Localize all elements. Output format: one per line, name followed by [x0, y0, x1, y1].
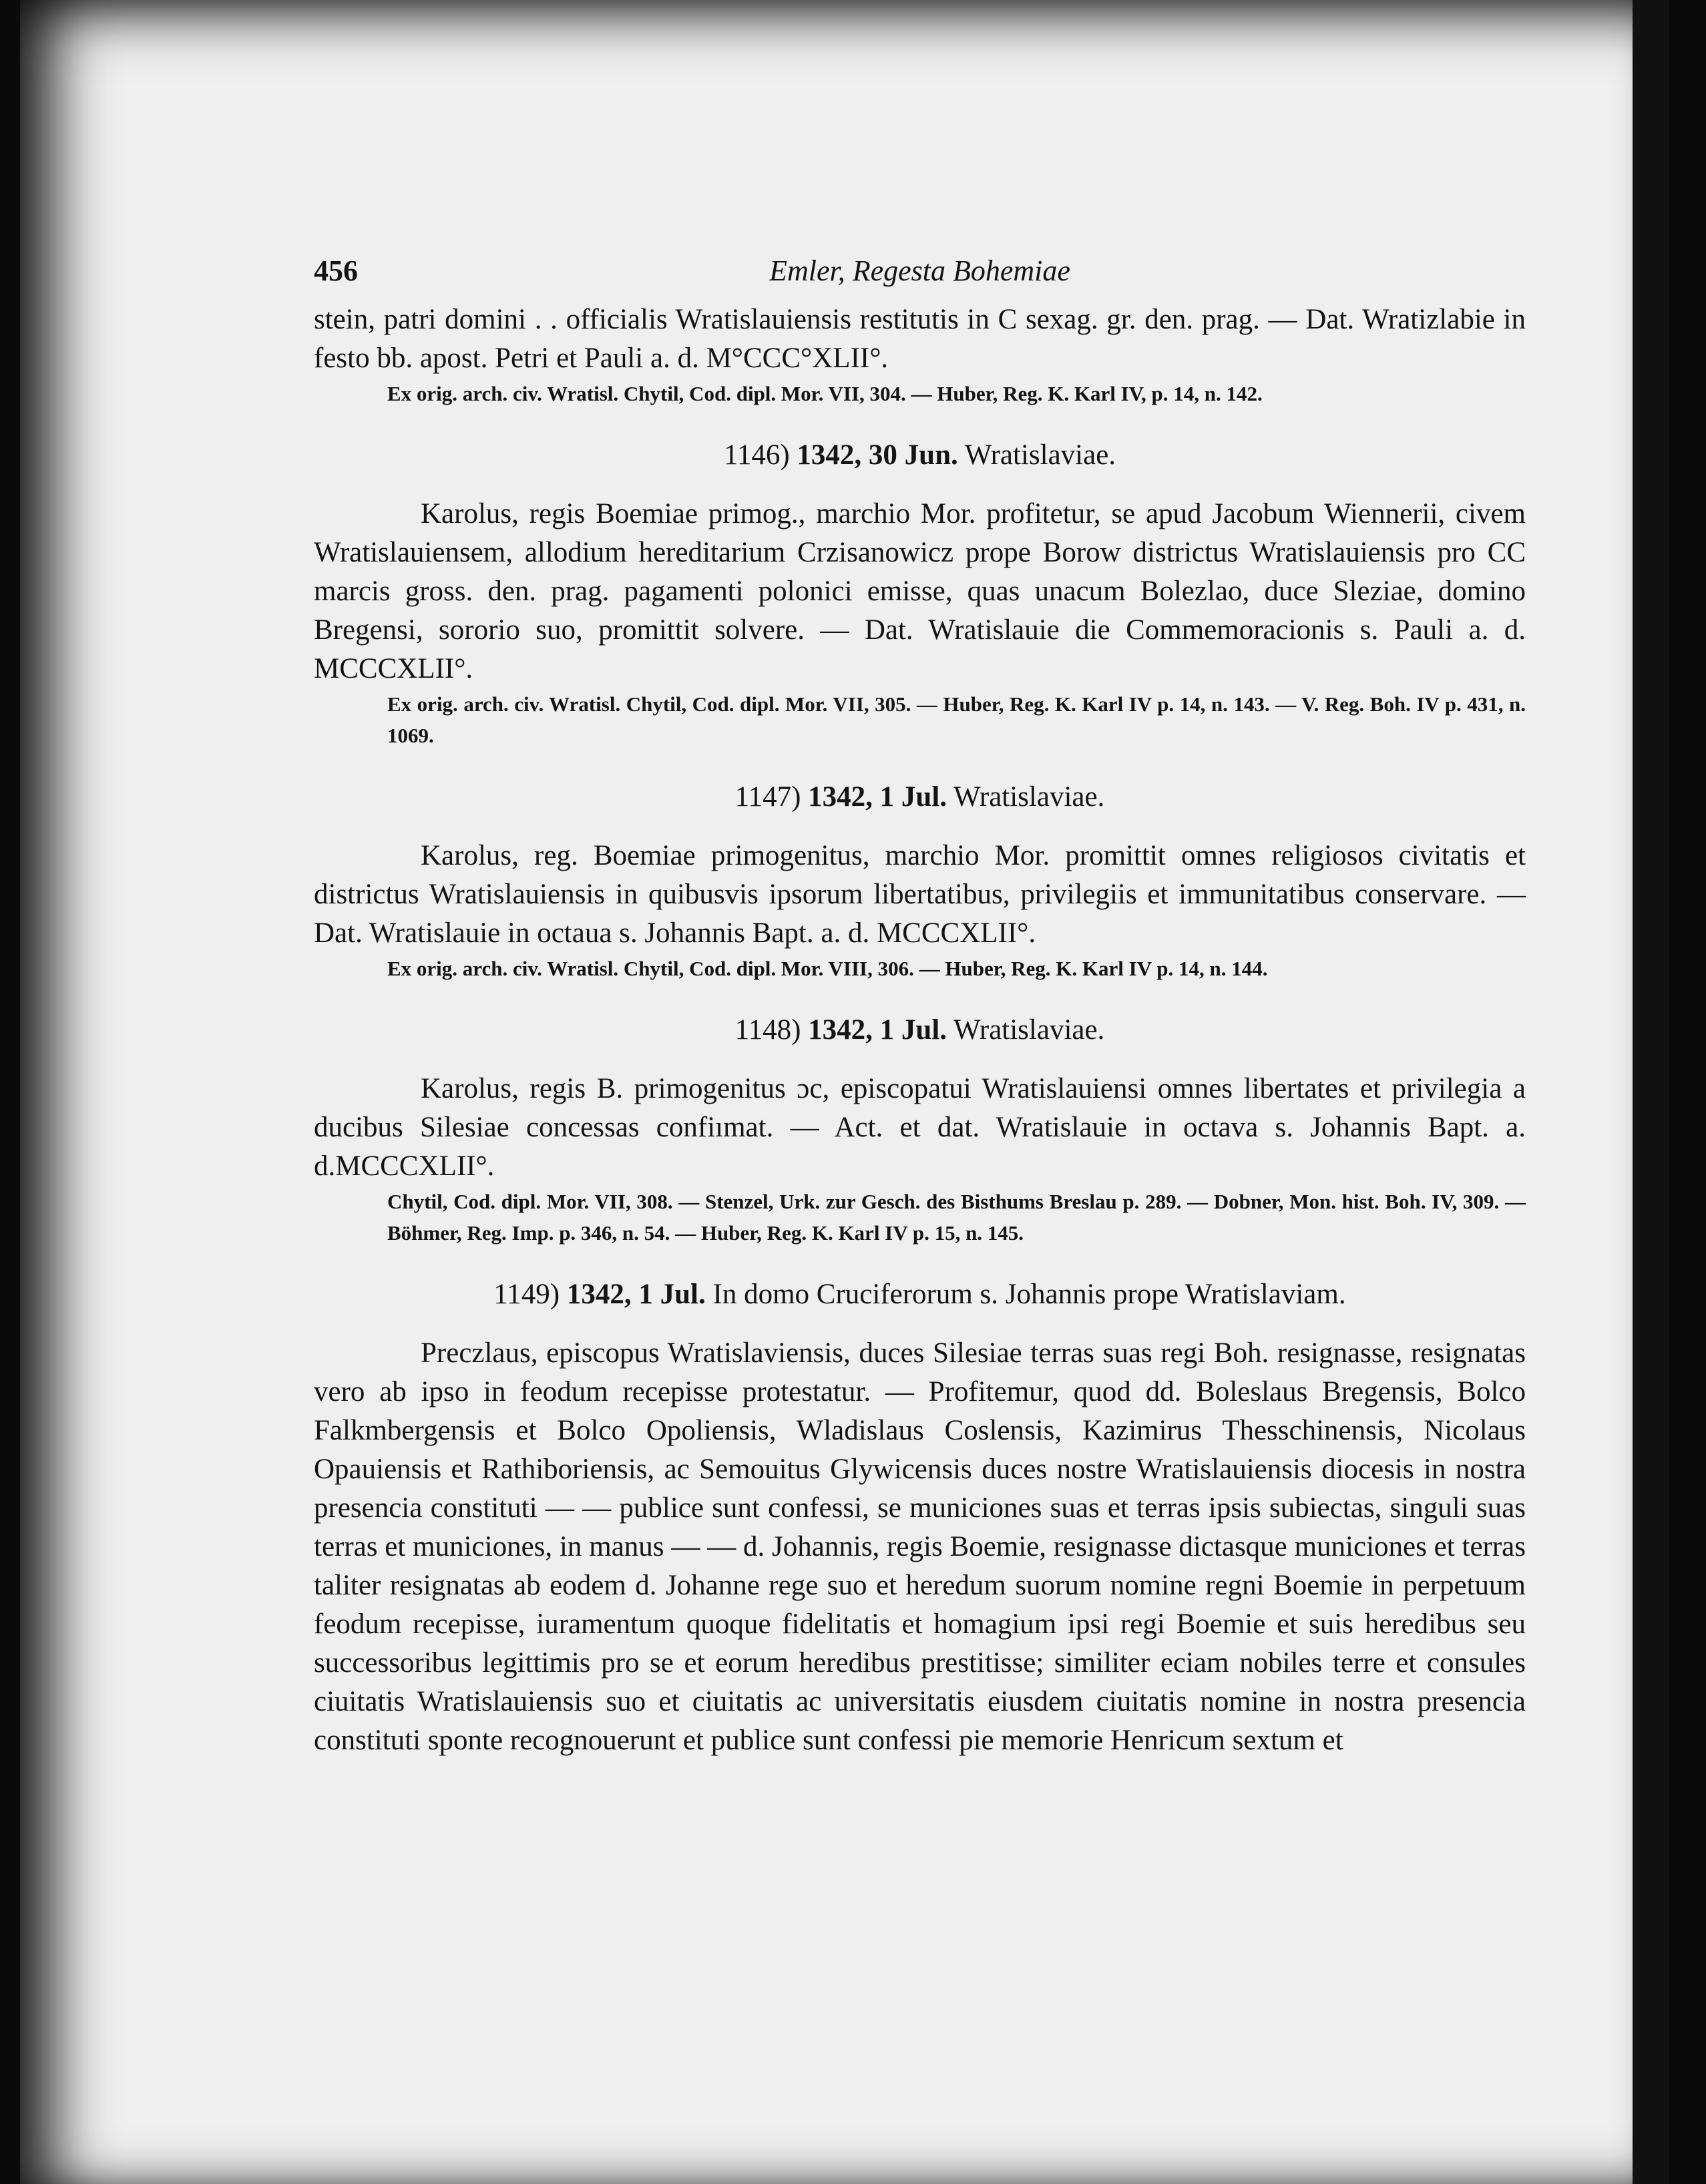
entry-text: Karolus, regis Boemiae primog., marchio Mor. profitetur, se apud Jacobum Wiennerii, civem Wratislauiensem, allodium hereditarium Crzisanowicz prope Borow districtus Wratislauiensis pro CC marcis gross. den. prag. pagamenti polonici emisse, quas unacum Bolezlao, duce Sleziae, domino Bregensi, sororio suo, promittit solvere. — Dat. Wratislauie die Commemoracionis s. Pauli a. d. MCCCXLII°. [314, 498, 1526, 684]
continuation-citation: Ex orig. arch. civ. Wratisl. Chytil, Cod. dipl. Mor. VII, 304. — Huber, Reg. K. Karl IV, p. 14, n. 142. [387, 382, 1263, 405]
entry-heading [314, 1011, 1526, 1050]
entry-1147 [314, 778, 1526, 984]
entry-date: 1342, 1 Jul. [808, 1014, 947, 1046]
entry-citation: Ex orig. arch. civ. Wratisl. Chytil, Cod. dipl. Mor. VII, 305. — Huber, Reg. K. Karl IV p. 14, n. 143. — V. Reg. Boh. IV p. 431, n. 1069. [387, 692, 1526, 747]
entry-place: In domo Cruciferorum s. Johannis prope Wratislaviam. [712, 1279, 1346, 1310]
entry-place: Wratislaviae. [953, 1014, 1105, 1046]
entry-heading [314, 436, 1526, 475]
entry-number: 1147) [734, 781, 801, 813]
page-header [314, 254, 1526, 300]
entry-date: 1342, 1 Jul. [808, 781, 947, 813]
entry-heading [314, 1275, 1526, 1314]
page-number: 456 [314, 254, 358, 287]
page-content [314, 254, 1526, 1760]
entry-number: 1148) [734, 1014, 801, 1046]
entry-date: 1342, 30 Jun. [797, 439, 958, 471]
entry-date: 1342, 1 Jul. [566, 1279, 706, 1310]
entry-place: Wratislaviae. [964, 439, 1116, 471]
page-edge-shadow [1633, 0, 1669, 2184]
continuation-text: stein, patri domini . . officialis Wratislauiensis restitutis in C sexag. gr. den. prag. — Dat. Wratizlabie in festo bb. apost. Petri et Pauli a. d. M°CCC°XLII°. [314, 304, 1526, 374]
entry-1149 [314, 1275, 1526, 1760]
entry-text: Preczlaus, episcopus Wratislaviensis, duces Silesiae terras suas regi Boh. resignasse, resignatas vero ab ipso in feodum recepisse protestatur. — Profitemur, quod dd. Boleslaus Bregensis, Bolco Falkmbergensis et Bolco Opoliensis, Wladislaus Coslensis, Kazimirus Thesschinensis, Nicolaus Opauiensis et Rathiboriensis, ac Semouitus Glywicensis duces nostre Wratislauiensis diocesis in nostra presencia constituti — — publice sunt confessi, se municiones suas et terras ipsis subiectas, singuli suas terras et municiones, in manus — — d. Johannis, regis Boemie, resignasse dictasque municiones et terras taliter resignatas ab eodem d. Johanne rege suo et heredum suorum nomine regni Boemie in perpetuum feodum recepisse, iuramentum quoque fidelitatis et homagium ipsi regi Boemie et suis heredibus seu successoribus legittimis pro se et eorum heredibus prestitisse; similiter eciam nobiles terre et consules ciuitatis Wratislauiensis suo et ciuitatis ac universitatis eiusdem ciuitatis nomine in nostra presencia constituti sponte recognouerunt et publice sunt confessi pie memorie Henricum sextum et [314, 1337, 1526, 1756]
entry-place: Wratislaviae. [953, 781, 1105, 813]
scanned-page [20, 0, 1669, 2184]
entry-1148 [314, 1011, 1526, 1249]
entry-citation: Chytil, Cod. dipl. Mor. VII, 308. — Stenzel, Urk. zur Gesch. des Bisthums Breslau p. 289. — Dobner, Mon. hist. Boh. IV, 309. — Böhmer, Reg. Imp. p. 346, n. 54. — Huber, Reg. K. Karl IV p. 15, n. 145. [387, 1190, 1526, 1245]
entry-text: Karolus, reg. Boemiae primogenitus, marchio Mor. promittit omnes religiosos civitatis et districtus Wratislauiensis in quibusvis ipsorum libertatibus, privilegiis et immunitatibus conservare. — Dat. Wratislauie in octaua s. Johannis Bapt. a. d. MCCCXLII°. [314, 840, 1526, 949]
running-title: Emler, Regesta Bohemiae [769, 254, 1070, 287]
entry-text: Karolus, regis B. primogenitus ɔc, episcopatui Wratislauiensi omnes libertates et privilegia a ducibus Silesiae concessas confiımat. — Act. et dat. Wratislauie in octava s. Johannis Bapt. a. d.MCCCXLII°. [314, 1073, 1526, 1182]
entry-number: 1149) [493, 1279, 560, 1310]
entry-1146 [314, 436, 1526, 751]
entry-number: 1146) [723, 439, 790, 471]
entry-heading [314, 778, 1526, 817]
entry-citation: Ex orig. arch. civ. Wratisl. Chytil, Cod. dipl. Mor. VIII, 306. — Huber, Reg. K. Karl IV p. 14, n. 144. [387, 957, 1268, 980]
